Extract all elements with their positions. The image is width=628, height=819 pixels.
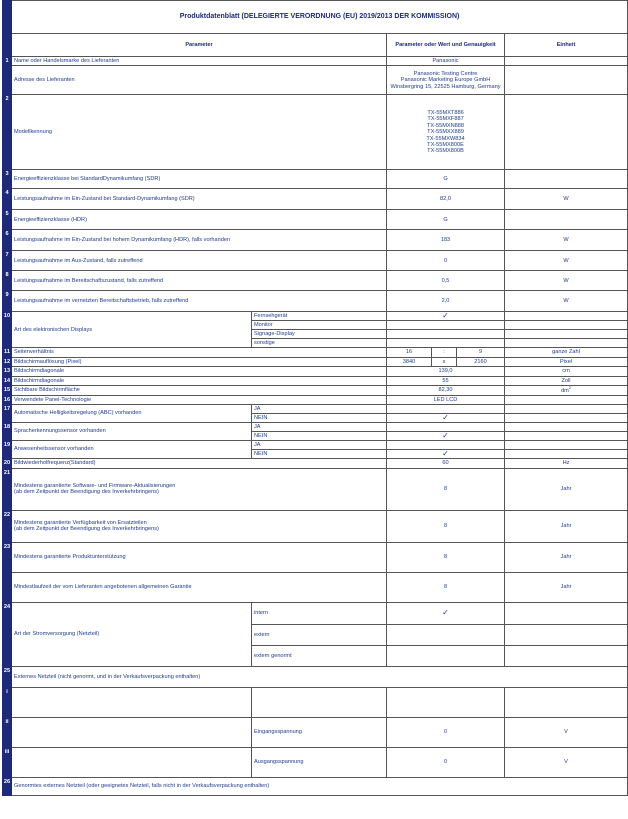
row-number: 21 xyxy=(3,468,12,510)
model-id: TX-55MXN888 xyxy=(427,122,464,129)
row-label-line: Mindestens garantierte Software- und Firmware-Aktualisierungen xyxy=(14,483,176,490)
power-supply-option: extern genormt xyxy=(252,645,387,666)
row-unit: V xyxy=(505,717,628,747)
row-number: 6 xyxy=(3,230,12,251)
row-unit: Hz xyxy=(505,458,628,468)
row-unit: Jahr xyxy=(505,542,628,572)
row-value: 2,0 xyxy=(387,291,505,312)
row-label: Anwesenheitssensor vorhanden xyxy=(12,440,252,458)
row-label: Genormtes externes Netzteil (oder geeignetes Netzteil, falls nicht in der Verkaufsverpackung enthalten) xyxy=(12,777,628,795)
address-line: Panasonic Testing Centre xyxy=(413,70,478,77)
row-label: Energieeffizienzklasse (HDR) xyxy=(12,210,387,230)
row-unit xyxy=(505,57,628,66)
aspect-separator: : xyxy=(432,348,457,357)
row-number: 16 xyxy=(3,396,11,403)
check-mark: ✓ xyxy=(387,602,505,624)
option-yes: JA xyxy=(252,404,387,413)
row-value: 8 xyxy=(387,572,505,602)
row-unit: W xyxy=(505,271,628,291)
row-number: 10 xyxy=(3,312,12,348)
option-yes: JA xyxy=(252,422,387,431)
row-label: Leistungsaufnahme im Ein-Zustand bei hohem Dynamikumfang (HDR), falls vorhanden xyxy=(12,230,387,251)
display-type-option: Monitor xyxy=(252,321,387,330)
table-row xyxy=(3,312,628,321)
option-no: NEIN xyxy=(252,449,387,458)
row-label xyxy=(12,468,387,510)
row-label-line: (ab dem Zeitpunkt der Beendigung des Inverkehrbringens) xyxy=(14,489,159,496)
row-label: Seitenverhältnis xyxy=(12,348,387,357)
table-row xyxy=(3,170,628,189)
row-label: Leistungsaufnahme im vernetzten Bereitschaftsbetrieb, falls zutreffend xyxy=(12,291,387,312)
table-row xyxy=(3,468,628,510)
header-value: Parameter oder Wert und Genauigkeit xyxy=(387,34,505,57)
table-row xyxy=(3,687,628,717)
row-value: G xyxy=(387,170,505,189)
row-number: 8 xyxy=(3,271,12,291)
row-label: Art der Stromversorgung (Netzteil) xyxy=(12,602,252,666)
row-number: 14 xyxy=(3,377,11,384)
row-value: 8 xyxy=(387,468,505,510)
header-parameter: Parameter xyxy=(12,34,387,57)
table-row xyxy=(3,66,628,95)
title-row xyxy=(3,1,628,34)
row-number: 11 xyxy=(4,349,10,356)
display-type-option: sonstige xyxy=(252,339,387,348)
row-unit: V xyxy=(505,747,628,777)
row-label: Name oder Handelsmarke des Lieferanten xyxy=(12,57,387,66)
row-number: 1 xyxy=(3,57,12,66)
model-id: TX-55MXT886 xyxy=(427,109,464,116)
row-number: 2 xyxy=(3,95,12,170)
row-value: 60 xyxy=(387,458,505,468)
row-value: 183 xyxy=(387,230,505,251)
header-row xyxy=(3,34,628,57)
row-number: 3 xyxy=(3,170,12,189)
table-row xyxy=(3,602,628,624)
row-unit: Jahr xyxy=(505,468,628,510)
row-unit xyxy=(505,386,628,395)
option-no: NEIN xyxy=(252,431,387,440)
table-row xyxy=(3,367,628,376)
table-row xyxy=(3,348,628,357)
row-label: Leistungsaufnahme im Bereitschaftszustand, falls zutreffend xyxy=(12,271,387,291)
row-number: 25 xyxy=(3,666,12,687)
row-label: Adresse des Lieferanten xyxy=(12,66,387,95)
row-value: 55 xyxy=(387,376,505,385)
address-line: Winsbergring 15, 22525 Hamburg, Germany xyxy=(390,83,501,90)
row-label: Verwendete Panel-Technologie xyxy=(12,395,387,404)
row-number: 7 xyxy=(3,251,12,271)
row-label: Bildschirmdiagonale xyxy=(12,367,387,376)
row-unit: Jahr xyxy=(505,572,628,602)
table-row xyxy=(3,717,628,747)
row-unit: W xyxy=(505,230,628,251)
row-number: 5 xyxy=(3,210,12,230)
row-number: 17 xyxy=(3,404,12,422)
row-unit: W xyxy=(505,189,628,210)
row-unit: Pixel xyxy=(505,357,628,366)
row-number: iii xyxy=(3,747,12,777)
check-mark: ✓ xyxy=(387,312,505,321)
table-row xyxy=(3,422,628,431)
header-unit: Einheit xyxy=(505,34,628,57)
row-label xyxy=(12,510,387,542)
row-number: 24 xyxy=(3,602,12,666)
row-label: Energieeffizienzklasse bei StandardDynamikumfang (SDR) xyxy=(12,170,387,189)
table-row xyxy=(3,210,628,230)
row-number: 18 xyxy=(3,422,12,440)
row-number: 19 xyxy=(3,440,12,458)
table-row xyxy=(3,510,628,542)
row-number: 20 xyxy=(3,458,12,468)
row-value: 0 xyxy=(387,747,505,777)
row-number: 13 xyxy=(3,368,11,375)
model-list xyxy=(387,95,505,170)
row-value: 8 xyxy=(387,510,505,542)
row-value: Panasonic xyxy=(387,57,505,66)
table-row xyxy=(3,386,628,395)
row-unit: ganze Zahl xyxy=(505,348,628,357)
row-number: 12 xyxy=(3,358,11,365)
model-id: TX-55MXF887 xyxy=(427,116,464,123)
power-supply-option: extern xyxy=(252,624,387,645)
option-yes: JA xyxy=(252,440,387,449)
row-label: Mindestlaufzeit der vom Lieferanten angebotenen allgemeinen Garantie xyxy=(12,572,387,602)
row-label: Eingangsspannung xyxy=(252,717,387,747)
row-label-line: Mindestens garantierte Verfügbarkeit von Ersatzteilen xyxy=(14,520,147,527)
row-unit: W xyxy=(505,251,628,271)
check-mark: ✓ xyxy=(387,449,505,458)
row-label: Sichtbare Bildschirmfläche xyxy=(12,386,387,395)
table-row xyxy=(3,376,628,385)
row-label: Art des elektronischen Displays xyxy=(12,312,252,348)
table-row xyxy=(3,395,628,404)
row-label: Automatische Helligkeitsregelung (ABC) vorhanden xyxy=(12,404,252,422)
row-label: Spracherkennungssensor vorhanden xyxy=(12,422,252,440)
row-label: Bildwiederholfrequenz(Standard) xyxy=(12,458,387,468)
sheet-title: Produktdatenblatt (DELEGIERTE VERORDNUNG (EU) 2019/2013 DER KOMMISSION) xyxy=(12,1,628,34)
row-value: 0,5 xyxy=(387,271,505,291)
row-label-line: (ab dem Zeitpunkt der Beendigung des Inverkehrbringens) xyxy=(14,526,159,533)
supplier-address xyxy=(387,66,505,95)
row-label: Bildschirmdiagonale xyxy=(12,376,387,385)
table-row xyxy=(3,251,628,271)
row-label: Bildschirmauflösung (Pixel) xyxy=(12,357,387,366)
table-row xyxy=(3,404,628,413)
table-row xyxy=(3,95,628,170)
table-row xyxy=(3,57,628,66)
row-value: 139,0 xyxy=(387,367,505,376)
table-row xyxy=(3,230,628,251)
table-row xyxy=(3,357,628,366)
display-type-option: Signage-Display xyxy=(252,330,387,339)
model-id: TX-55MXX889 xyxy=(427,129,464,136)
check-mark: ✓ xyxy=(387,413,505,422)
unit-superscript: 2 xyxy=(568,385,572,391)
unit-text: dm xyxy=(561,388,569,395)
table-row xyxy=(3,747,628,777)
resolution-separator: x xyxy=(432,357,457,366)
row-unit: W xyxy=(505,291,628,312)
table-row xyxy=(3,291,628,312)
product-data-table xyxy=(2,0,628,796)
model-id: TX-55MXW834 xyxy=(426,135,465,142)
resolution-width: 3840 xyxy=(387,357,432,366)
address-line: Panasonic Marketing Europe GmbH xyxy=(400,77,491,84)
row-number: i xyxy=(3,687,12,717)
model-id: TX-55MX800B xyxy=(427,148,464,155)
row-value: 0 xyxy=(387,251,505,271)
row-value: 82,0 xyxy=(387,189,505,210)
power-supply-option: intern xyxy=(252,602,387,624)
row-unit: Jahr xyxy=(505,510,628,542)
row-label: Ausgangsspannung xyxy=(252,747,387,777)
row-label: Externes Netzteil (nicht genormt, und in der Verkaufsverpackung enthalten) xyxy=(12,666,628,687)
table-row xyxy=(3,777,628,795)
row-number: 26 xyxy=(3,777,12,795)
row-value: 8 xyxy=(387,542,505,572)
aspect-a: 16 xyxy=(387,348,432,357)
row-label: Leistungsaufnahme im Aus-Zustand, falls zutreffend xyxy=(12,251,387,271)
title-corner xyxy=(3,1,12,34)
row-number: 4 xyxy=(3,189,12,210)
table-row xyxy=(3,271,628,291)
option-no: NEIN xyxy=(252,413,387,422)
row-value: 0 xyxy=(387,717,505,747)
row-number: ii xyxy=(3,717,12,747)
row-label: Modellkennung xyxy=(12,95,387,170)
display-type-option: Fernsehgerät xyxy=(252,312,387,321)
row-value: G xyxy=(387,210,505,230)
model-id: TX-55MX800E xyxy=(427,142,464,149)
resolution-height: 2160 xyxy=(457,357,505,366)
table-row xyxy=(3,542,628,572)
table-row xyxy=(3,440,628,449)
row-unit: Zoll xyxy=(505,376,628,385)
table-row xyxy=(3,666,628,687)
table-row xyxy=(3,189,628,210)
row-label: Mindestens garantierte Produktunterstützung xyxy=(12,542,387,572)
row-value: 82,30 xyxy=(387,386,505,395)
row-value: LED LCD xyxy=(387,395,505,404)
row-unit: cm xyxy=(505,367,628,376)
row-label: Leistungsaufnahme im Ein-Zustand bei Standard-Dynamikumfang (SDR) xyxy=(12,189,387,210)
table-row xyxy=(3,572,628,602)
header-corner xyxy=(3,34,12,57)
table-row xyxy=(3,458,628,468)
aspect-b: 9 xyxy=(457,348,505,357)
row-number: 15 xyxy=(3,387,11,394)
row-number: 23 xyxy=(3,542,12,572)
row-number: 22 xyxy=(3,510,12,542)
check-mark: ✓ xyxy=(387,431,505,440)
row-number: 9 xyxy=(3,291,12,312)
